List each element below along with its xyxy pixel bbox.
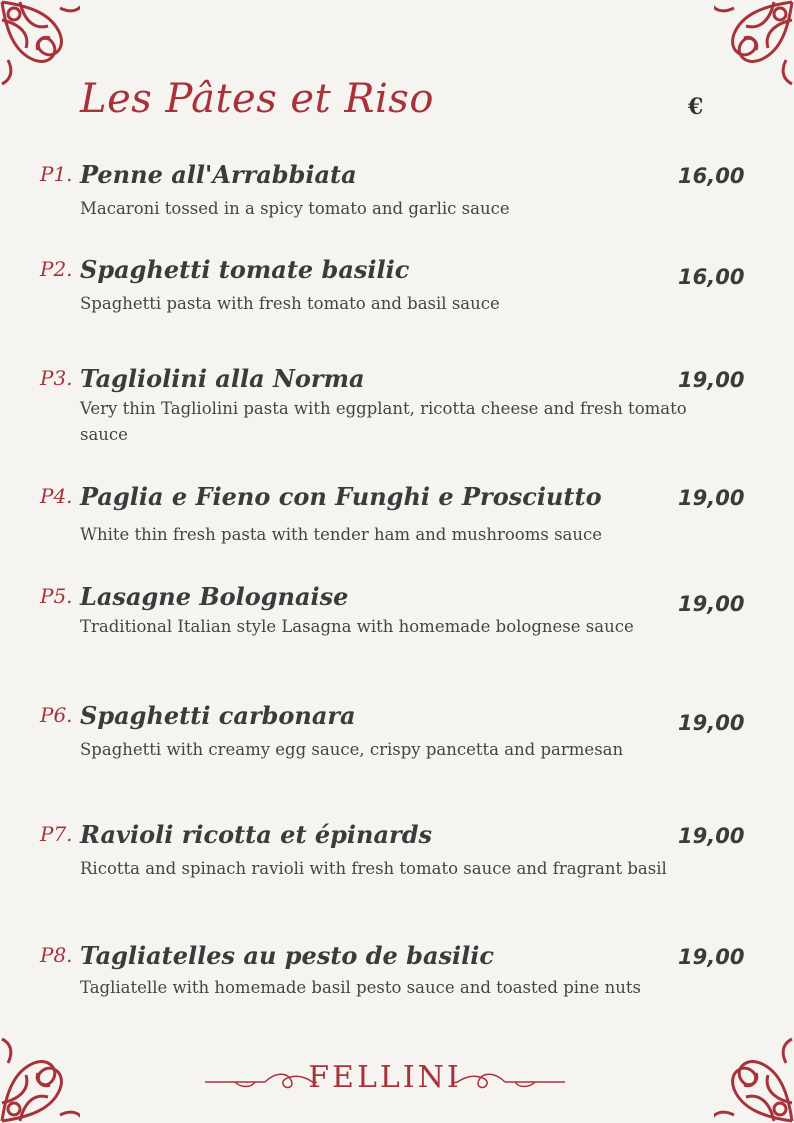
item-name: Paglia e Fieno con Funghi e Prosciutto [80, 482, 602, 511]
item-price: 19,00 [678, 486, 745, 510]
item-price: 16,00 [678, 265, 745, 289]
item-description: Ricotta and spinach ravioli with fresh tomato sauce and fragrant basil [80, 859, 667, 878]
item-description: White thin fresh pasta with tender ham and mushrooms sauce [80, 525, 603, 544]
item-price: 19,00 [678, 945, 745, 969]
item-name: Tagliatelles au pesto de basilic [80, 941, 494, 970]
item-description: Traditional Italian style Lasagna with homemade bolognese sauce [80, 617, 634, 636]
item-price: 19,00 [678, 711, 745, 735]
item-code: P5. [40, 584, 73, 608]
item-name: Penne all'Arrabbiata [80, 160, 357, 189]
item-code: P2. [40, 257, 73, 281]
item-description: Very thin Tagliolini pasta with eggplant, ricotta cheese and fresh tomato sauce [80, 399, 687, 444]
item-code: P3. [40, 366, 73, 390]
item-description: Spaghetti with creamy egg sauce, crispy pancetta and parmesan [80, 740, 624, 759]
item-name: Tagliolini alla Norma [80, 364, 365, 393]
item-name: Ravioli ricotta et épinards [80, 820, 432, 849]
item-name: Spaghetti tomate basilic [80, 255, 410, 284]
item-code: P8. [40, 943, 73, 967]
item-description: Tagliatelle with homemade basil pesto sauce and toasted pine nuts [80, 978, 642, 997]
item-code: P6. [40, 703, 73, 727]
footer-logo [205, 1058, 565, 1102]
item-code: P1. [40, 162, 73, 186]
item-code: P7. [40, 822, 73, 846]
item-price: 16,00 [678, 164, 745, 188]
item-code: P4. [40, 484, 73, 508]
ornament-corner-bottom-right-icon [714, 1037, 794, 1123]
item-name: Spaghetti carbonara [80, 701, 356, 730]
page-title: Les Pâtes et Riso [80, 76, 434, 122]
ornament-corner-top-right-icon [714, 0, 794, 86]
item-price: 19,00 [678, 592, 745, 616]
currency-label: € [688, 94, 704, 120]
item-price: 19,00 [678, 824, 745, 848]
item-price: 19,00 [678, 368, 745, 392]
item-description: Macaroni tossed in a spicy tomato and garlic sauce [80, 199, 510, 218]
ornament-corner-bottom-left-icon [0, 1037, 80, 1123]
item-name: Lasagne Bolognaise [80, 582, 349, 611]
ornament-corner-top-left-icon [0, 0, 80, 86]
item-description: Spaghetti pasta with fresh tomato and basil sauce [80, 294, 500, 313]
logo-text: FELLINI [308, 1060, 462, 1095]
